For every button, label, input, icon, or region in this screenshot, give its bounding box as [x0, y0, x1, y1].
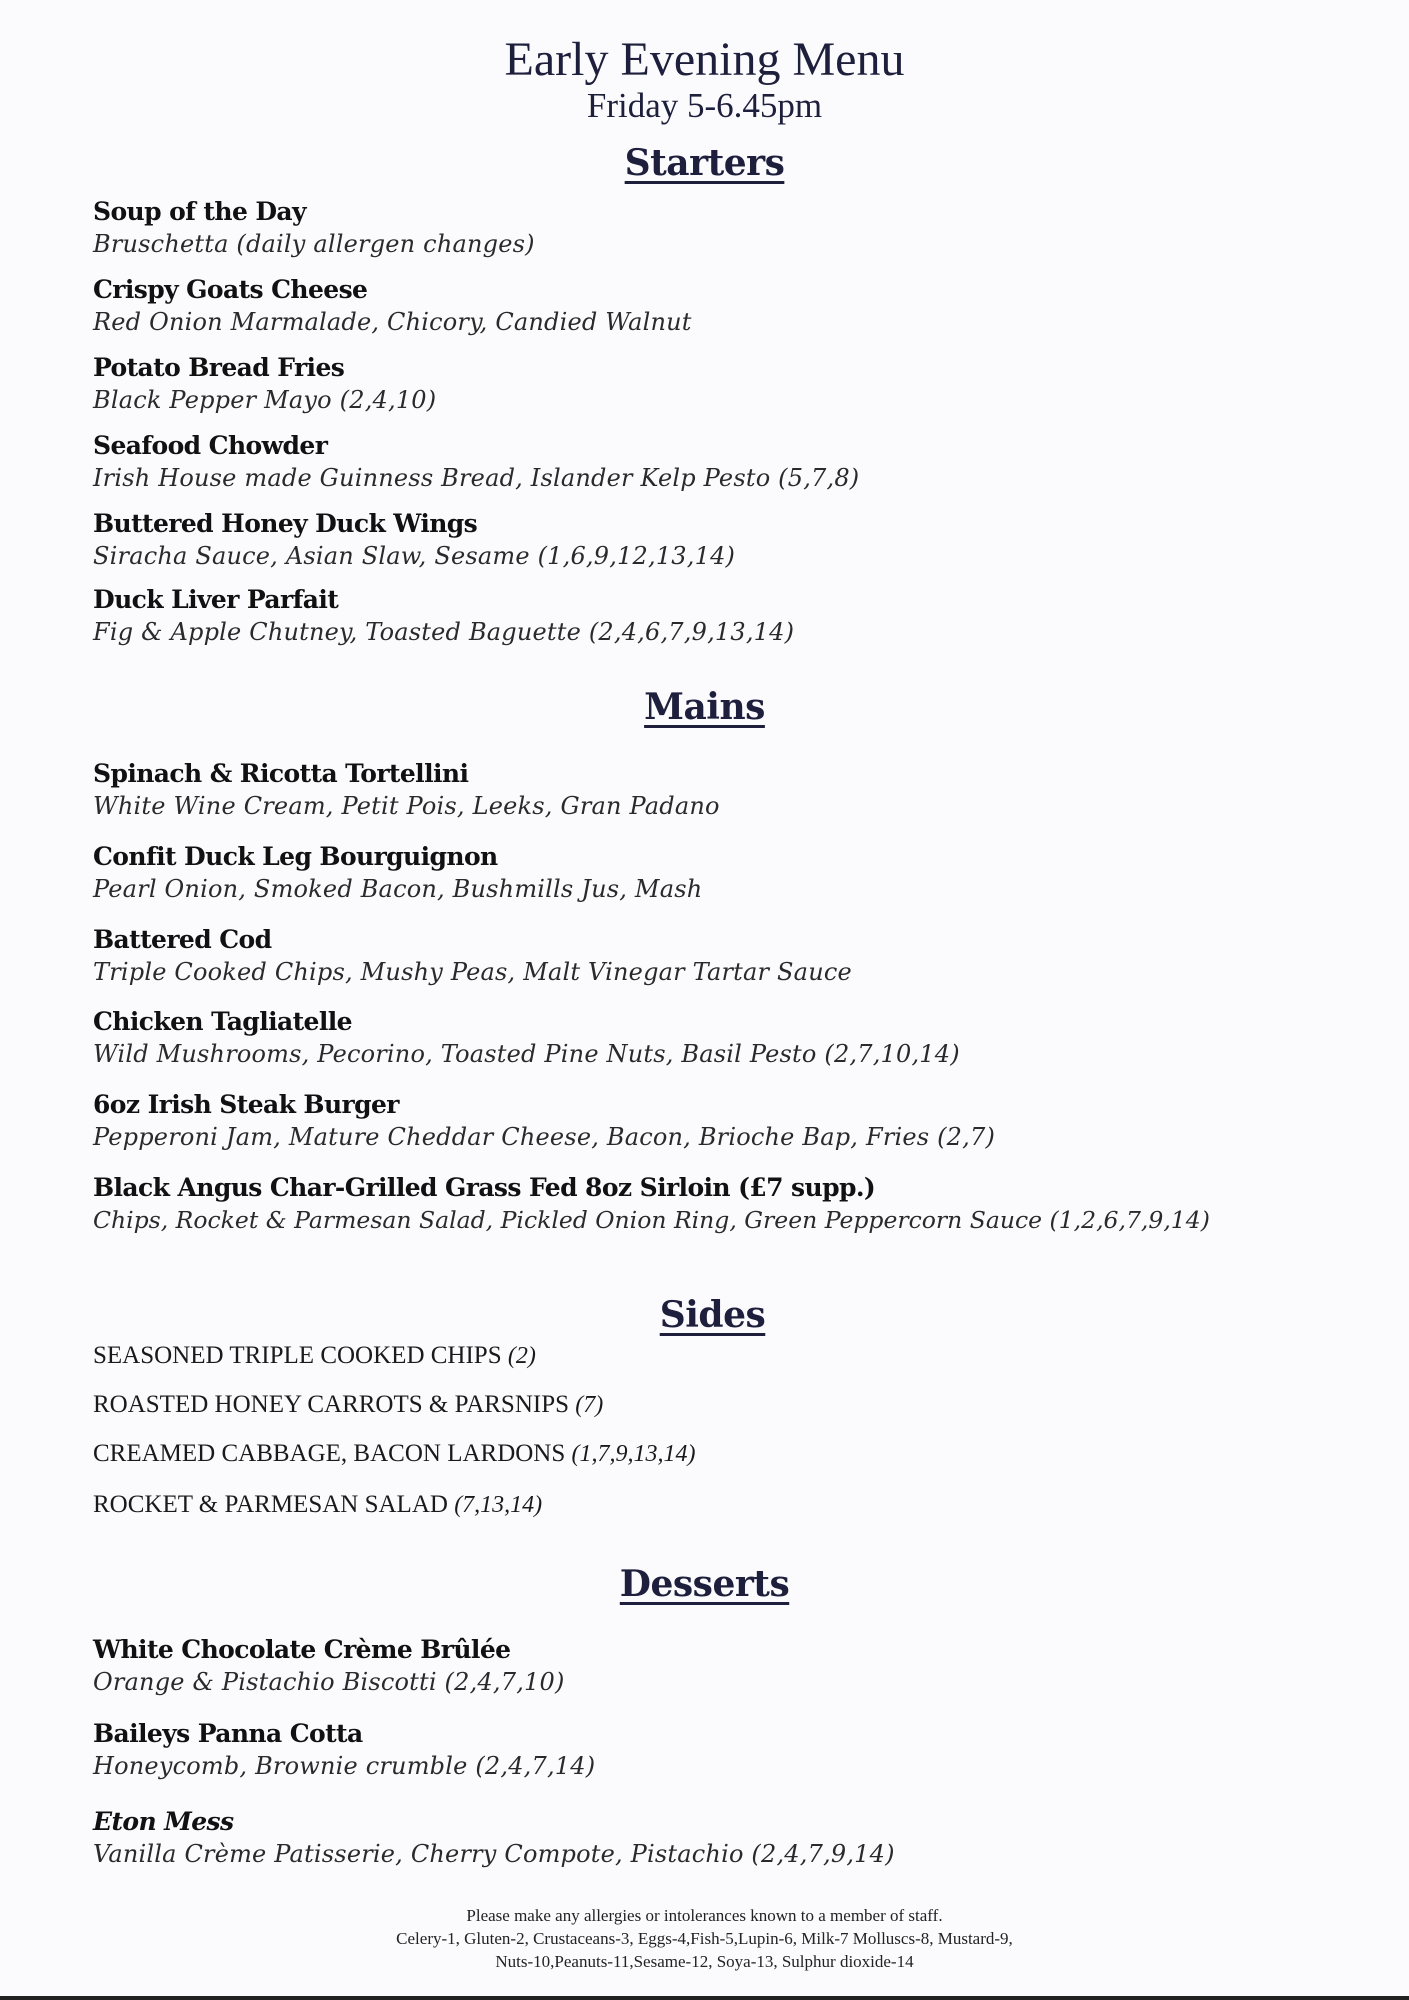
menu-item — [93, 1806, 895, 1870]
item-description: Honeycomb, Brownie crumble (2,4,7,14) — [93, 1752, 596, 1780]
item-description: Chips, Rocket & Parmesan Salad, Pickled Onion Ring, Green Peppercorn Sauce (1,2,6,7,9,14) — [93, 1206, 1210, 1234]
side-item — [93, 1489, 542, 1521]
item-name: Seafood Chowder — [93, 431, 328, 460]
item-description: Bruschetta (daily allergen changes) — [93, 230, 535, 258]
side-name: ROCKET & PARMESAN SALAD — [93, 1491, 448, 1518]
item-description: Pearl Onion, Smoked Bacon, Bushmills Jus, Mash — [93, 875, 703, 903]
item-name: Soup of the Day — [93, 197, 306, 226]
side-allergens: (1,7,9,13,14) — [571, 1441, 696, 1467]
item-name: Eton Mess — [93, 1807, 234, 1836]
item-description: Siracha Sauce, Asian Slaw, Sesame (1,6,9,12,13,14) — [93, 542, 736, 570]
page-title: Early Evening Menu — [504, 33, 905, 86]
item-name: Confit Duck Leg Bourguignon — [93, 842, 498, 871]
side-item — [93, 1389, 603, 1421]
menu-item — [93, 841, 702, 905]
menu-item — [93, 430, 859, 494]
page-subtitle: Friday 5-6.45pm — [586, 86, 823, 125]
menu-item — [93, 924, 852, 988]
side-name: SEASONED TRIPLE COOKED CHIPS — [93, 1342, 502, 1369]
section-heading-sides: Sides — [659, 1294, 766, 1336]
menu-item — [93, 508, 735, 572]
item-description: Orange & Pistachio Biscotti (2,4,7,10) — [93, 1668, 565, 1696]
item-name: Battered Cod — [93, 925, 272, 954]
item-description: Wild Mushrooms, Pecorino, Toasted Pine Nuts, Basil Pesto (2,7,10,14) — [93, 1040, 960, 1068]
item-description: Pepperoni Jam, Mature Cheddar Cheese, Bacon, Brioche Bap, Fries (2,7) — [93, 1123, 996, 1151]
item-name: Spinach & Ricotta Tortellini — [93, 759, 469, 788]
side-name: CREAMED CABBAGE, BACON LARDONS — [93, 1440, 566, 1467]
section-heading-starters: Starters — [624, 142, 785, 184]
side-item — [93, 1340, 536, 1372]
bottom-border — [0, 1996, 1409, 2000]
menu-item — [93, 1634, 565, 1698]
allergen-notice-line: Please make any allergies or intolerances known to a member of staff. — [466, 1906, 943, 1925]
item-name: Potato Bread Fries — [93, 353, 345, 382]
item-name: Buttered Honey Duck Wings — [93, 509, 478, 538]
item-name: White Chocolate Crème Brûlée — [93, 1635, 511, 1664]
item-description: White Wine Cream, Petit Pois, Leeks, Gran Padano — [93, 792, 720, 820]
side-allergens: (2) — [507, 1343, 536, 1369]
item-description: Irish House made Guinness Bread, Islander Kelp Pesto (5,7,8) — [93, 464, 860, 492]
section-heading-mains: Mains — [644, 686, 765, 728]
side-allergens: (7,13,14) — [454, 1492, 543, 1518]
item-description: Triple Cooked Chips, Mushy Peas, Malt Vinegar Tartar Sauce — [93, 958, 852, 986]
item-description: Vanilla Crème Patisserie, Cherry Compote, Pistachio (2,4,7,9,14) — [93, 1840, 895, 1868]
item-description: Fig & Apple Chutney, Toasted Baguette (2,4,6,7,9,13,14) — [93, 618, 795, 646]
allergen-key-line: Celery-1, Gluten-2, Crustaceans-3, Eggs-4,Fish-5,Lupin-6, Milk-7 Molluscs-8, Mustard-9, — [396, 1929, 1013, 1948]
menu-item — [93, 196, 535, 260]
menu-item — [93, 274, 692, 338]
side-allergens: (7) — [575, 1392, 604, 1418]
menu-item — [93, 1006, 960, 1070]
menu-item — [93, 1718, 595, 1782]
side-name: ROASTED HONEY CARROTS & PARSNIPS — [93, 1391, 570, 1418]
section-heading-desserts: Desserts — [619, 1563, 790, 1605]
item-description: Red Onion Marmalade, Chicory, Candied Walnut — [93, 308, 692, 336]
item-name: Duck Liver Parfait — [93, 585, 339, 614]
item-description: Black Pepper Mayo (2,4,10) — [93, 386, 437, 414]
side-item — [93, 1438, 696, 1470]
menu-item — [93, 1172, 1210, 1236]
item-name: Black Angus Char-Grilled Grass Fed 8oz Sirloin (£7 supp.) — [93, 1173, 876, 1202]
menu-item — [93, 1089, 995, 1153]
allergen-notice — [0, 1904, 1409, 1973]
menu-item — [93, 352, 436, 416]
item-name: Chicken Tagliatelle — [93, 1007, 352, 1036]
item-name: Crispy Goats Cheese — [93, 275, 368, 304]
allergen-key-line: Nuts-10,Peanuts-11,Sesame-12, Soya-13, Sulphur dioxide-14 — [495, 1952, 914, 1971]
item-name: 6oz Irish Steak Burger — [93, 1090, 399, 1119]
menu-item — [93, 584, 794, 648]
item-name: Baileys Panna Cotta — [93, 1719, 363, 1748]
menu-item — [93, 758, 720, 822]
